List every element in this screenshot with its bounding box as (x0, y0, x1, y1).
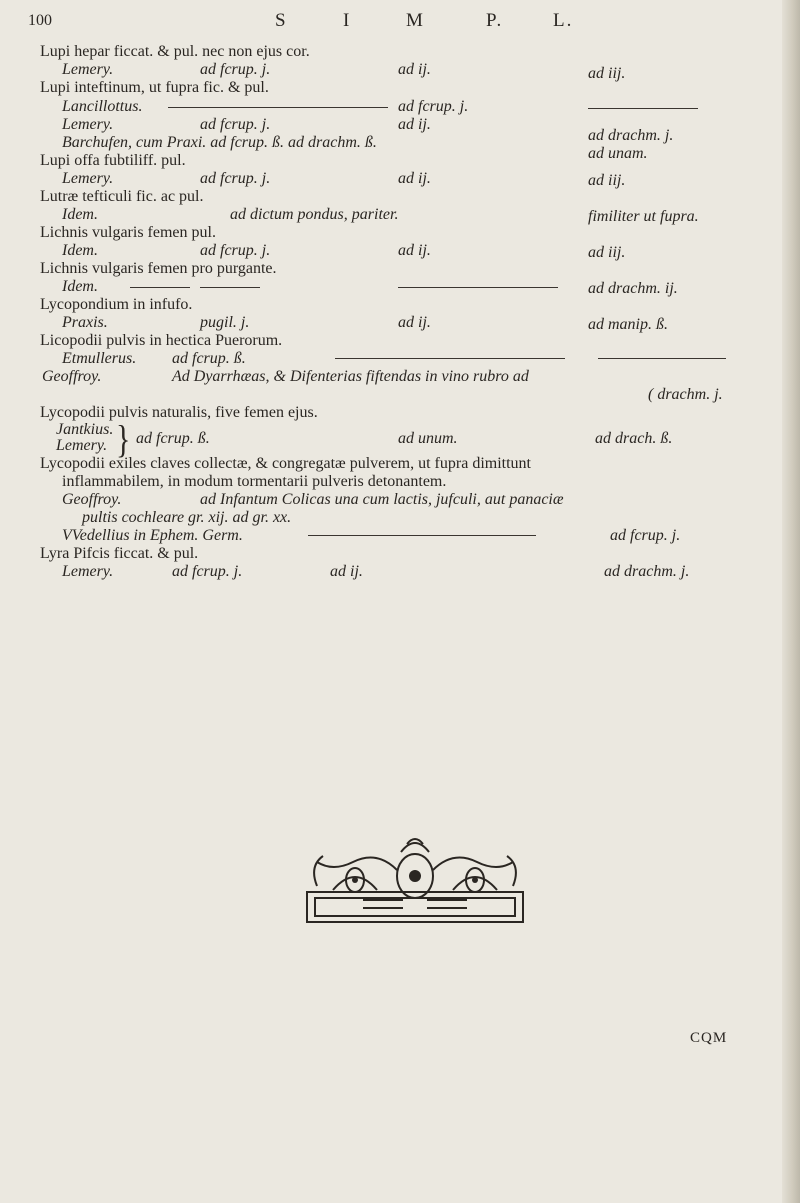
entry-dose: ad ij. (398, 242, 431, 259)
entry-dose: ad ij. (398, 61, 431, 78)
signature-mark: CQM (690, 1030, 728, 1046)
entry-dose: ad fcrup. j. (200, 61, 271, 78)
entry-heading: Licopodii pulvis in hectica Puerorum. (40, 332, 283, 349)
entry-dose: ad Infantum Colicas una cum lactis, jufculi, aut panaciæ (200, 491, 564, 508)
entry-author: Lemery. (62, 61, 114, 78)
entry-dose: ad fcrup. j. (398, 98, 469, 115)
entry-heading: Lycopodii pulvis naturalis, five femen ejus. (40, 404, 318, 421)
entry-author: Idem. (62, 206, 98, 223)
ditto-rule (598, 358, 726, 359)
ditto-rule (588, 108, 698, 109)
ornamental-tailpiece-icon (303, 830, 527, 930)
ditto-rule (130, 287, 190, 288)
entry-author: VVedellius in Ephem. Germ. (62, 527, 243, 544)
entry-dose: ad ij. (398, 170, 431, 187)
entry-heading: Lupi offa fubtiliff. pul. (40, 152, 186, 169)
entry-dose: ad fcrup. j. (172, 563, 243, 580)
entry-dose: ad manip. ß. (588, 316, 668, 333)
entry-author: Praxis. (62, 314, 108, 331)
running-title-letter: L. (553, 10, 574, 31)
entry-dose: ad drachm. j. (604, 563, 690, 580)
running-title-letter: P. (486, 10, 504, 31)
entry-dose: ad ij. (398, 116, 431, 133)
entry-dose: ad ij. (398, 314, 431, 331)
entry-author: Idem. (62, 242, 98, 259)
entry-heading: Lichnis vulgaris femen pul. (40, 224, 216, 241)
page-edge-shadow (782, 0, 800, 1203)
page-number: 100 (28, 12, 52, 29)
entry-dose: ad fcrup. j. (610, 527, 681, 544)
entry-author: Lemery. (62, 563, 114, 580)
entry-dose: pugil. j. (200, 314, 250, 331)
ditto-rule (200, 287, 260, 288)
entry-heading: Lycopodii exiles claves collectæ, & congregatæ pulverem, ut fupra dimittunt (40, 455, 531, 472)
entry-dose: ad fcrup. j. (200, 116, 271, 133)
entry-dose: pultis cochleare gr. xij. ad gr. xx. (82, 509, 292, 526)
ditto-rule (335, 358, 565, 359)
entry-heading: Lichnis vulgaris femen pro purgante. (40, 260, 277, 277)
entry-author: Lemery. (62, 116, 114, 133)
running-title-letter: M (406, 10, 425, 31)
entry-author: Etmullerus. (62, 350, 137, 367)
entry-author: Idem. (62, 278, 98, 295)
entry-dose: ad fcrup. ß. (136, 430, 210, 447)
running-title-letter: I (343, 10, 352, 31)
entry-dose: ad fcrup. j. (200, 242, 271, 259)
entry-dose: ad unum. (398, 430, 458, 447)
entry-dose: fimiliter ut fupra. (588, 208, 699, 225)
entry-dose: Ad Dyarrhæas, & Difenterias fiftendas in vino rubro ad (172, 368, 529, 385)
entry-heading: Lycopondium in infufo. (40, 296, 193, 313)
entry-heading: Lutræ tefticuli fic. ac pul. (40, 188, 204, 205)
entry-heading: inflammabilem, in modum tormentarii pulveris detonantem. (62, 473, 447, 490)
entry-author: Jantkius. (56, 421, 114, 438)
entry-dose: ad iij. (588, 172, 626, 189)
entry-dose: ad iij. (588, 244, 626, 261)
running-header (28, 6, 748, 36)
brace-icon: } (116, 418, 131, 462)
entry-dose: ad dictum pondus, pariter. (230, 206, 399, 223)
running-title-letter: S (275, 10, 288, 31)
entry-dose: ad iij. (588, 65, 626, 82)
entry-author: Geoffroy. (42, 368, 102, 385)
entry-author: Geoffroy. (62, 491, 122, 508)
entry-dose: ad drachm. ij. (588, 280, 678, 297)
ditto-rule (168, 107, 388, 108)
entry-heading: Lupi hepar ficcat. & pul. nec non ejus cor. (40, 43, 310, 60)
ditto-rule (308, 535, 536, 536)
entry-dose: ad ij. (330, 563, 363, 580)
entry-dose: ad drach. ß. (595, 430, 673, 447)
entry-dose: ( drachm. j. (648, 386, 723, 403)
ditto-rule (398, 287, 558, 288)
entry-author: Lemery. (62, 170, 114, 187)
entry-dose: ad unam. (588, 145, 648, 162)
entry-heading: Lupi inteftinum, ut fupra fic. & pul. (40, 79, 269, 96)
entry-author: Barchufen, cum Praxi. ad fcrup. ß. ad drachm. ß. (62, 134, 377, 151)
entry-author: Lancillottus. (62, 98, 143, 115)
entry-author: Lemery. (56, 437, 108, 454)
entry-heading: Lyra Pifcis ficcat. & pul. (40, 545, 199, 562)
entry-dose: ad fcrup. j. (200, 170, 271, 187)
entry-dose: ad fcrup. ß. (172, 350, 246, 367)
entry-dose: ad drachm. j. (588, 127, 674, 144)
